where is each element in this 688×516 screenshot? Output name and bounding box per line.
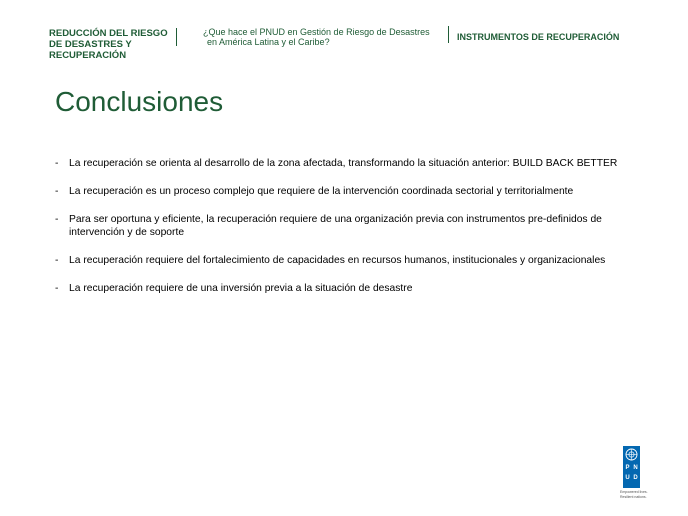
list-item bbox=[55, 185, 635, 198]
header-question-line1: ¿Que hace el PNUD en Gestión de Riesgo de Desastres bbox=[203, 27, 430, 37]
list-item-text: La recuperación requiere de una inversión previa a la situación de desastre bbox=[69, 283, 413, 294]
header-question-line2: en América Latina y el Caribe? bbox=[207, 37, 330, 47]
section-title: REDUCCIÓN DEL RIESGO DE DESASTRES Y RECUPERACIÓN bbox=[49, 28, 168, 61]
header-divider bbox=[176, 28, 177, 46]
logo-tagline: Empowered lives. Resilient nations. bbox=[620, 490, 648, 499]
logo-letter: D bbox=[633, 475, 638, 481]
un-emblem-icon bbox=[625, 448, 638, 461]
slide-title: Conclusiones bbox=[55, 86, 224, 117]
bullet-dash: - bbox=[55, 255, 59, 266]
header-question bbox=[203, 27, 433, 47]
logo-letter: P bbox=[625, 465, 630, 471]
undp-logo bbox=[623, 446, 640, 488]
bullet-dash: - bbox=[55, 214, 59, 225]
logo-letter: N bbox=[633, 465, 638, 471]
list-item-text: Para ser oportuna y eficiente, la recuperación requiere de una organización previa con instrumentos pre-definidos de intervención y de soporte bbox=[69, 214, 602, 238]
list-item bbox=[55, 213, 635, 239]
bullet-dash: - bbox=[55, 186, 59, 197]
list-item-text: La recuperación se orienta al desarrollo de la zona afectada, transformando la situación anterior: BUILD BACK BETTER bbox=[69, 158, 618, 169]
conclusions-list bbox=[55, 157, 635, 310]
list-item bbox=[55, 157, 635, 170]
bullet-dash: - bbox=[55, 283, 59, 294]
list-item-text: La recuperación requiere del fortalecimiento de capacidades en recursos humanos, institucionales y organizacionales bbox=[69, 255, 606, 266]
header-divider bbox=[448, 26, 449, 43]
instrument-title: INSTRUMENTOS DE RECUPERACIÓN bbox=[457, 32, 620, 42]
bullet-dash: - bbox=[55, 158, 59, 169]
logo-letter: U bbox=[625, 475, 630, 481]
slide-header bbox=[0, 0, 688, 64]
list-item bbox=[55, 254, 635, 267]
list-item-text: La recuperación es un proceso complejo que requiere de la intervención coordinada sectorial y territorialmente bbox=[69, 186, 574, 197]
list-item bbox=[55, 282, 635, 295]
